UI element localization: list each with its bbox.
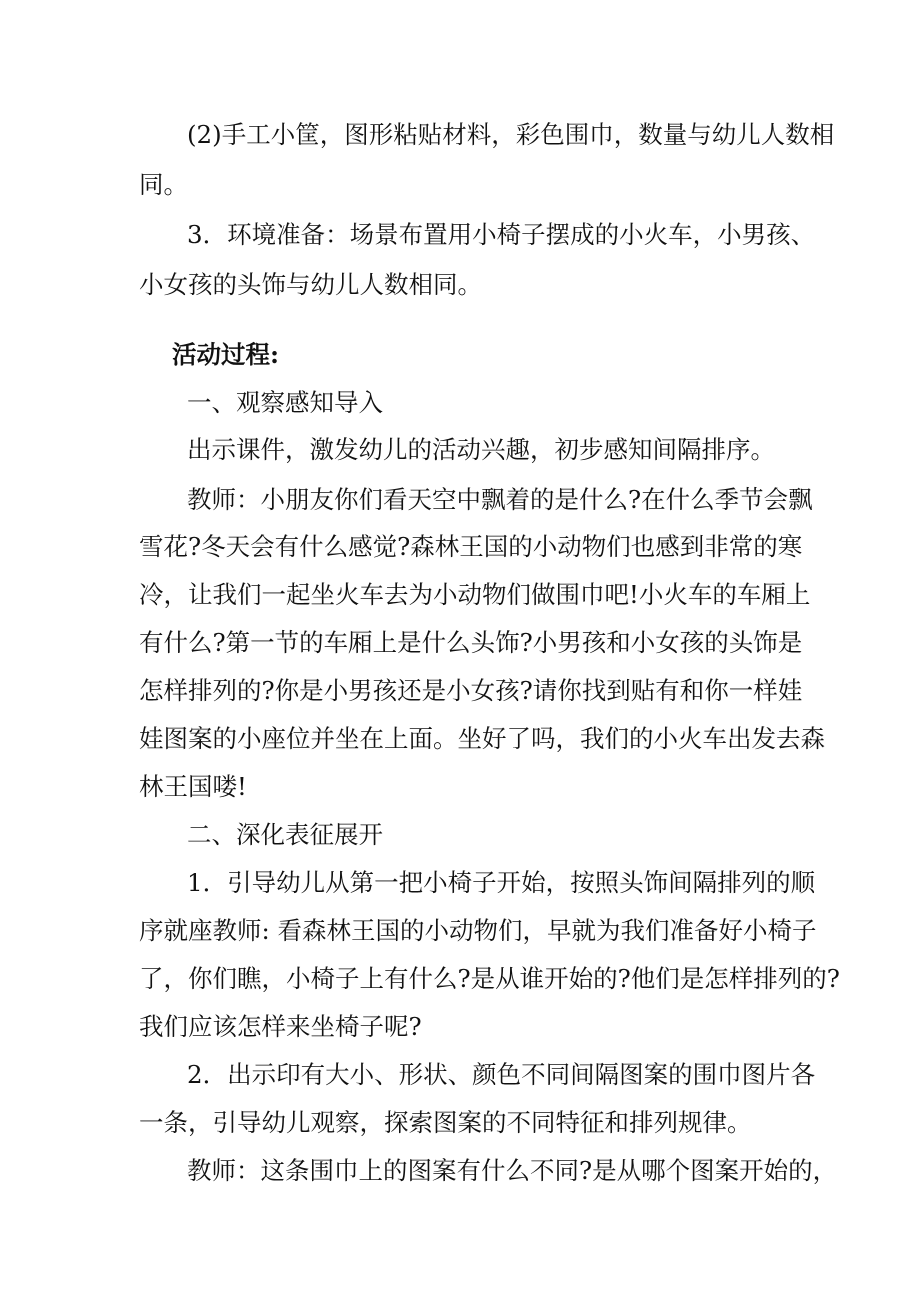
subsection-heading: 二、深化表征展开 bbox=[187, 820, 383, 849]
text-line: (2)手工小筐，图形粘贴材料，彩色围巾，数量与幼儿人数相 bbox=[187, 120, 835, 149]
text-line: 小女孩的头饰与幼儿人数相同。 bbox=[139, 270, 482, 299]
text-line: 同。 bbox=[139, 170, 188, 199]
text-line: 雪花?冬天会有什么感觉?森林王国的小动物们也感到非常的寒 bbox=[139, 532, 803, 561]
text-line: 3．环境准备：场景布置用小椅子摆成的小火车，小男孩、 bbox=[187, 220, 816, 249]
text-line: 序就座教师: 看森林王国的小动物们，早就为我们准备好小椅子 bbox=[139, 916, 817, 945]
text-line: 有什么?第一节的车厢上是什么头饰?小男孩和小女孩的头饰是 bbox=[139, 628, 803, 657]
text-line: 我们应该怎样来坐椅子呢? bbox=[139, 1012, 422, 1041]
text-line: 出示课件，激发幼儿的活动兴趣，初步感知间隔排序。 bbox=[187, 435, 775, 464]
subsection-heading: 一、观察感知导入 bbox=[187, 388, 383, 417]
text-line: 怎样排列的?你是小男孩还是小女孩?请你找到贴有和你一样娃 bbox=[139, 676, 803, 705]
text-line: 冷，让我们一起坐火车去为小动物们做围巾吧!小火车的车厢上 bbox=[139, 580, 811, 609]
text-line: 一条，引导幼儿观察，探索图案的不同特征和排列规律。 bbox=[139, 1108, 752, 1137]
text-line: 教师：这条围巾上的图案有什么不同?是从哪个图案开始的， bbox=[187, 1156, 838, 1185]
section-heading: 活动过程: bbox=[172, 340, 280, 369]
text-line: 教师：小朋友你们看天空中飘着的是什么?在什么季节会飘 bbox=[187, 485, 813, 514]
text-line: 了，你们瞧，小椅子上有什么?是从谁开始的?他们是怎样排列的? bbox=[139, 964, 840, 993]
text-line: 1．引导幼儿从第一把小椅子开始，按照头饰间隔排列的顺 bbox=[187, 868, 816, 897]
text-line: 2．出示印有大小、形状、颜色不同间隔图案的围巾图片各 bbox=[187, 1060, 816, 1089]
text-line: 林王国喽! bbox=[139, 772, 247, 801]
text-line: 娃图案的小座位并坐在上面。坐好了吗，我们的小火车出发去森 bbox=[139, 724, 825, 753]
